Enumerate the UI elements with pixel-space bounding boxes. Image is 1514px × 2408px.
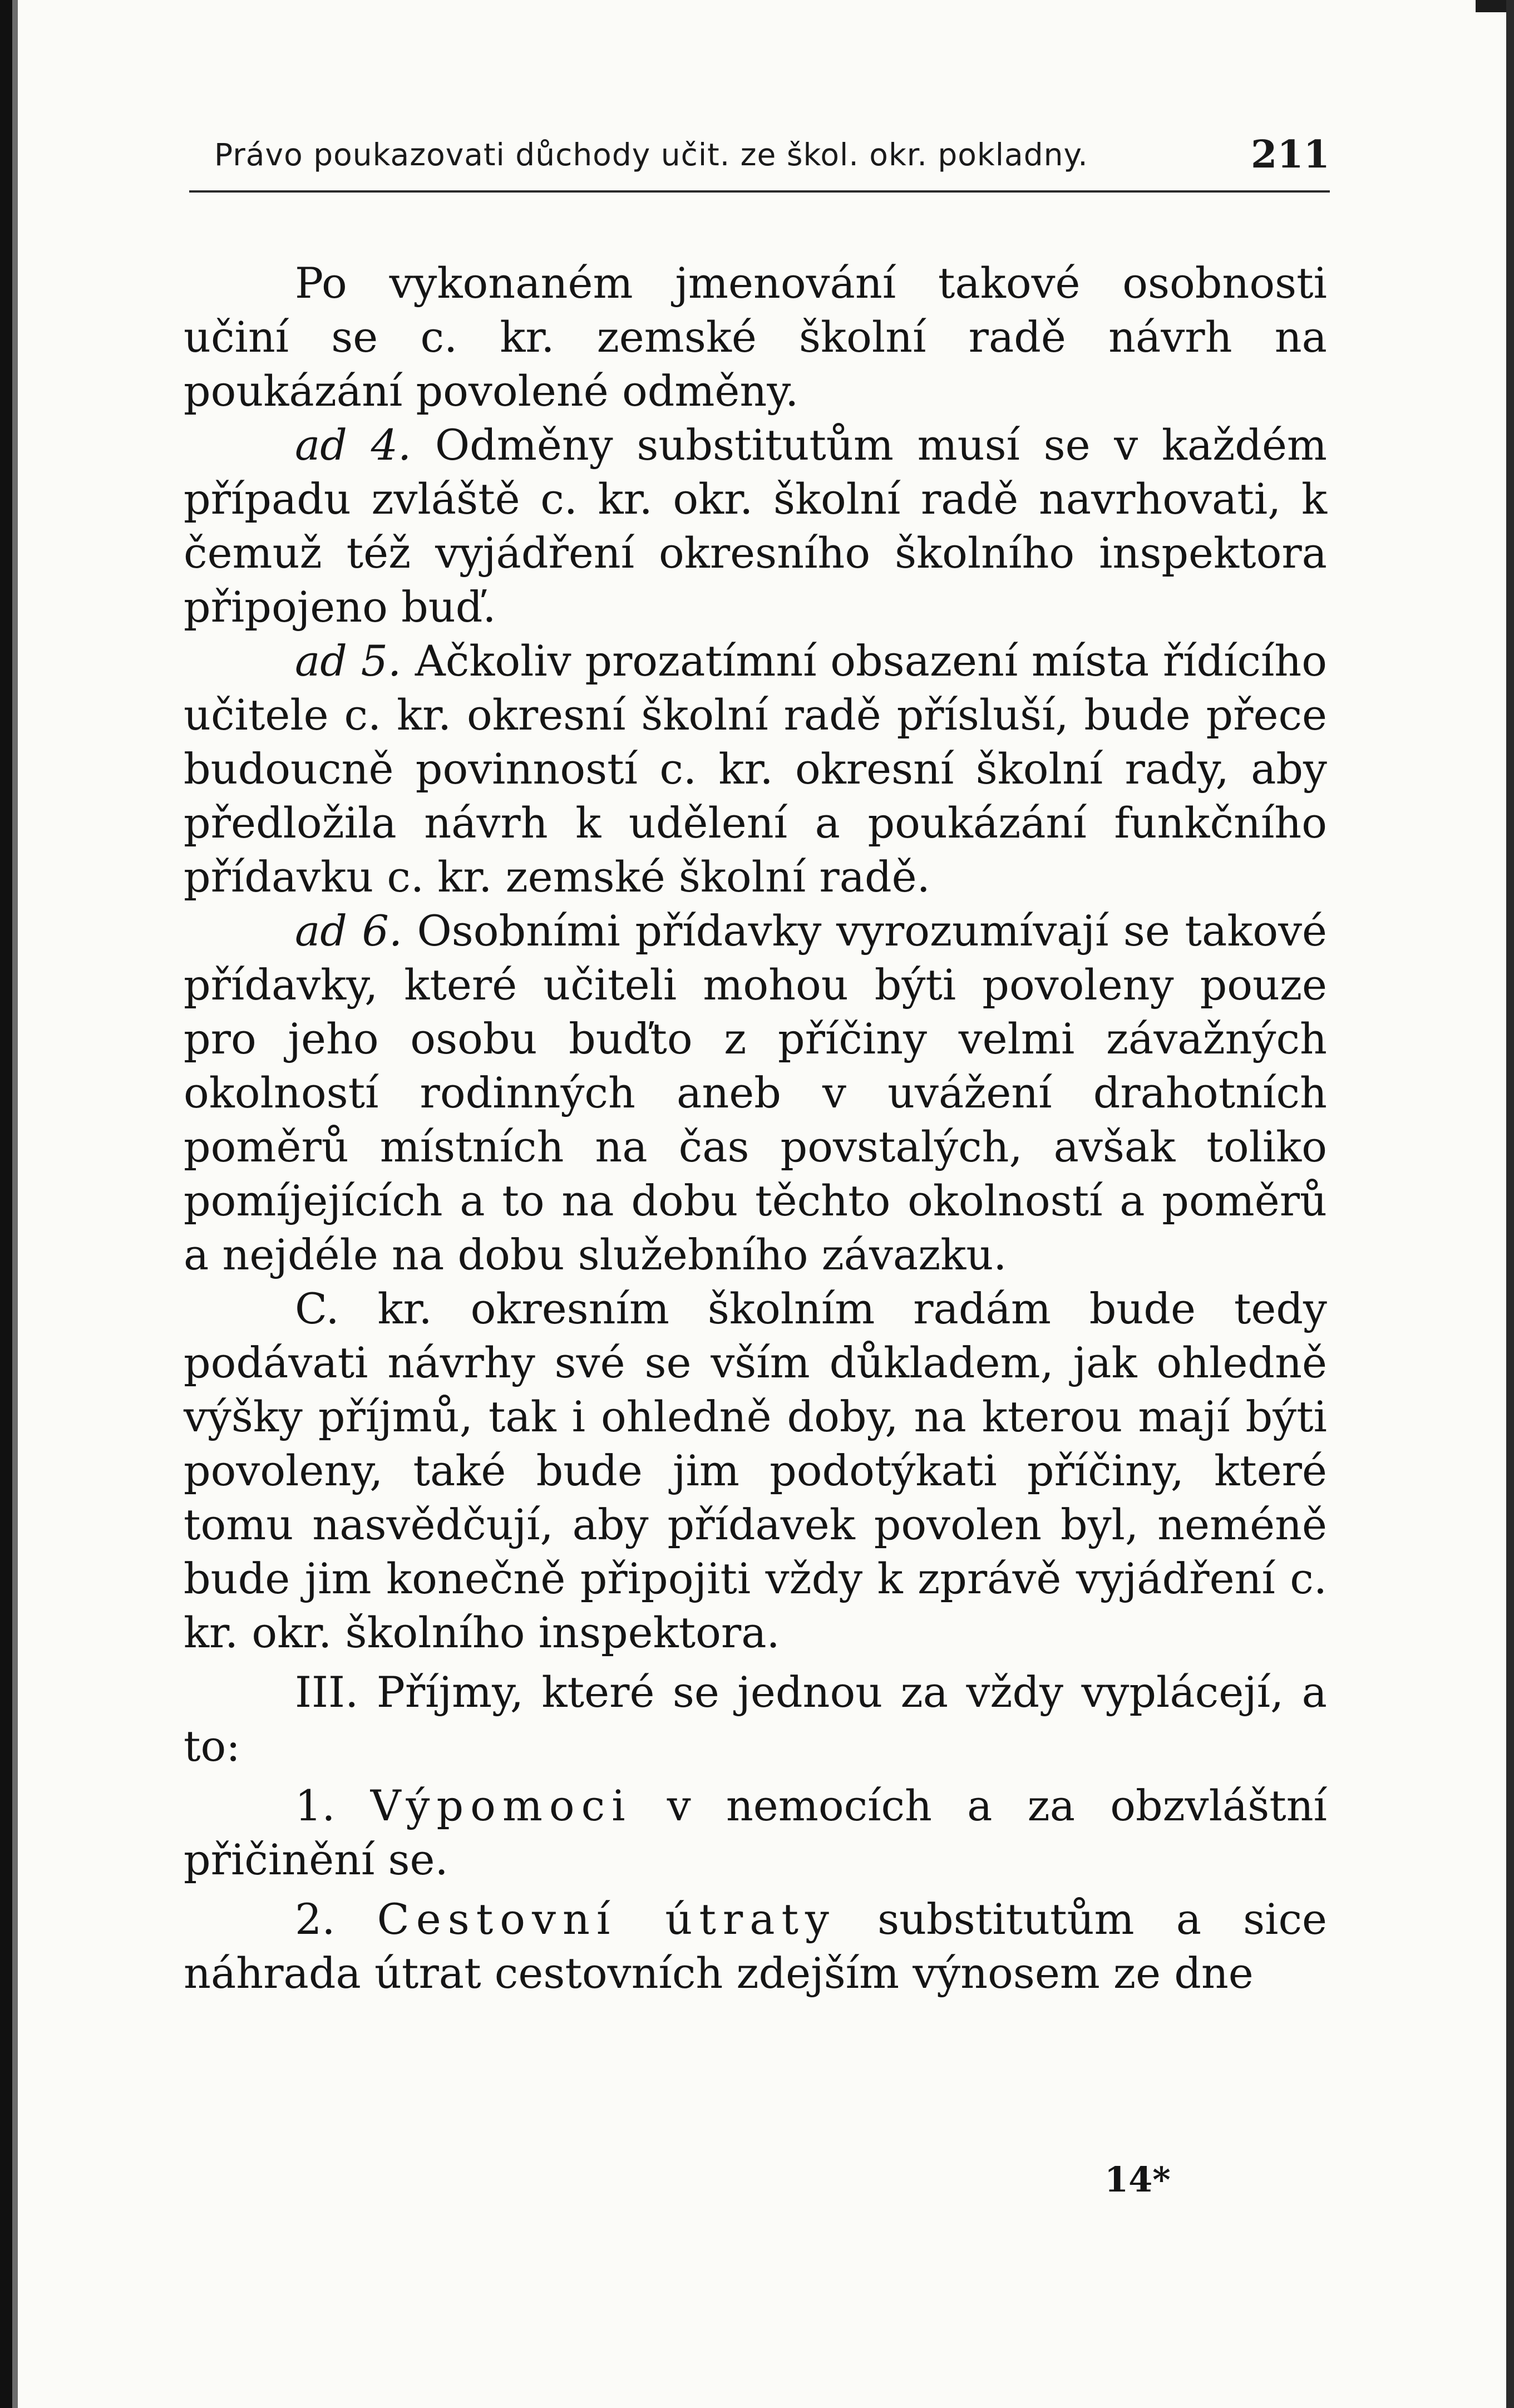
item-term: Cestovní útraty [377, 1894, 836, 1944]
section-heading [184, 1665, 1327, 1773]
printer-signature-mark: 14* [1104, 2159, 1171, 2200]
body-text [184, 256, 1327, 2000]
paragraph-ref: ad 5. [295, 636, 402, 686]
page-number: 211 [1251, 132, 1330, 177]
running-title: Právo poukazovati důchody učit. ze škol. okr. pokladny. [214, 137, 1088, 173]
paragraph-text: Osobními přídavky vyrozumívají se takové přídavky, které učiteli mohou býti povoleny pouze pro jeho osobu buďto z příčiny velmi závažných okolností rodinných aneb v uvážení drahotních poměrů místních na čas povstalých, avšak toliko pomíjejících a to na dobu těchto okolností a poměrů a nejdéle na dobu služebního závazku. [184, 906, 1327, 1279]
paragraph-text: C. kr. okresním školním radám bude tedy podávati návrhy své se vším důkladem, jak ohledně výšky příjmů, tak i ohledně doby, na kterou mají býti povoleny, také bude jim podotýkati příčiny, které tomu nasvědčují, aby přídavek povolen byl, neméně bude jim konečně připojiti vždy k zprávě vyjádření c. kr. okr. školního inspektora. [184, 1284, 1327, 1657]
scan-edge-left-shadow [12, 0, 18, 2408]
scan-edge-right [1506, 0, 1514, 2408]
list-item [184, 1892, 1327, 2000]
item-number: 2. [295, 1894, 336, 1944]
paragraph-text: Po vykonaném jmenování takové osobnosti učiní se c. kr. zemské školní radě návrh na poukázání povolené odměny. [184, 258, 1327, 416]
paragraph [184, 634, 1327, 904]
paragraph [184, 256, 1327, 418]
scan-edge-left [0, 0, 12, 2408]
item-term: Výpomoci [370, 1781, 632, 1830]
paragraph [184, 1282, 1327, 1659]
header-rule [189, 190, 1330, 193]
paragraph-text: III. Příjmy, které se jednou za vždy vyplácejí, a to: [184, 1667, 1327, 1771]
scan-corner [1476, 0, 1506, 12]
list-item [184, 1779, 1327, 1887]
paragraph-ref: ad 6. [295, 906, 402, 956]
item-text: substitutům a sice náhrada útrat cestovních zdejším výnosem ze dne [184, 1894, 1327, 1998]
paragraph [184, 418, 1327, 634]
running-head [189, 127, 1330, 183]
paragraph [184, 904, 1327, 1282]
item-text: v nemocích a za obzvláštní přičinění se. [184, 1781, 1327, 1884]
paragraph-text: Odměny substitutům musí se v každém případu zvláště c. kr. okr. školní radě navrhovati, k čemuž též vyjádření okresního školního inspektora připojeno buď. [184, 420, 1327, 632]
paragraph-ref: ad 4. [295, 420, 412, 470]
item-number: 1. [295, 1781, 336, 1830]
paragraph-text: Ačkoliv prozatímní obsazení místa řídícího učitele c. kr. okresní školní radě přísluší, bude přece budoucně povinností c. kr. okresní školní rady, aby předložila návrh k udělení a poukázání funkčního přídavku c. kr. zemské školní radě. [184, 636, 1327, 902]
